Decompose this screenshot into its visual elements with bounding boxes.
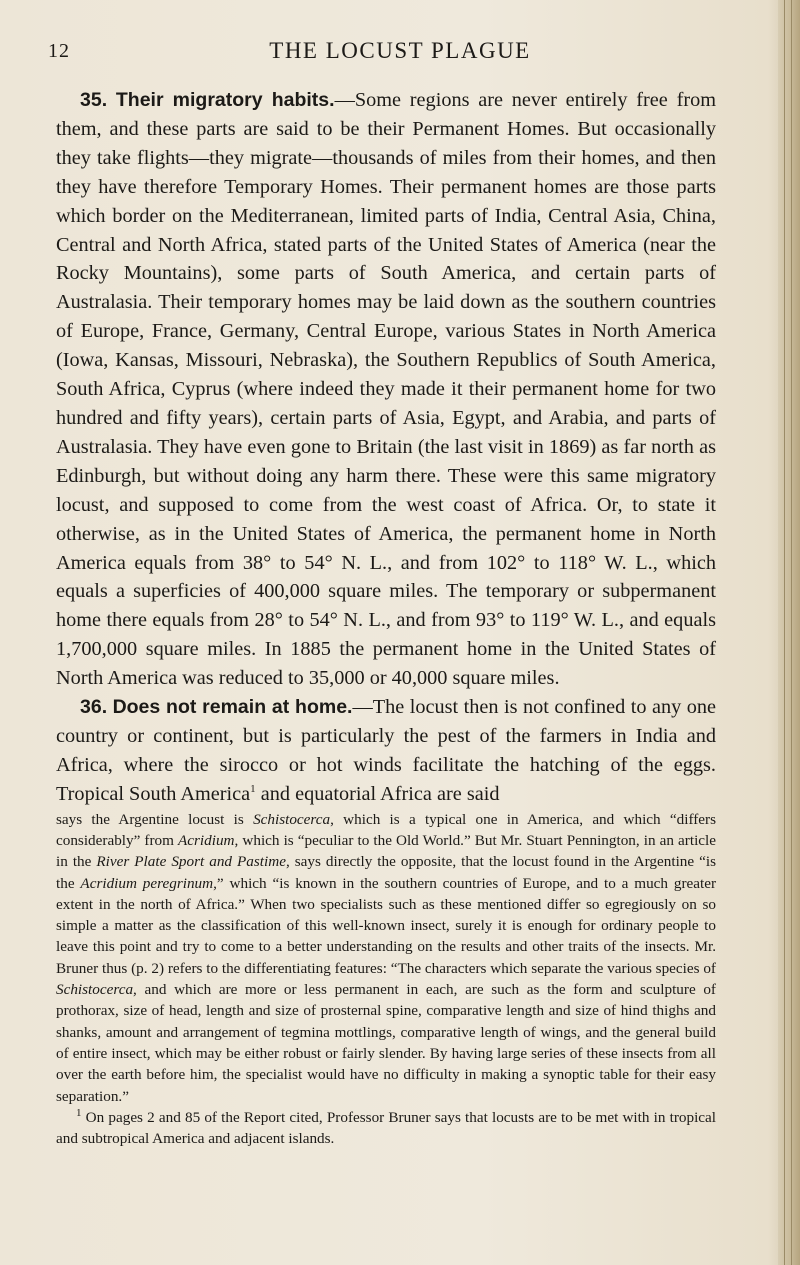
species-name: Schistocerca bbox=[253, 810, 331, 828]
text-run: , says directly the opposite, that the locust found in the Argentine “is the bbox=[56, 853, 717, 892]
text-run: ,” which “is known in the southern countries of Europe, and to a much greater extent in the north of Africa.” When two specialists such as these mentioned differ so egregiously on so simple a matter as the classification of this well-known insect, surely it is enough for ordinary people to leave this point and try to come to a better understanding on the results and other traits of the insects. Mr. Bruner thus (p. 2) refers to the differentiating features: “The characters which separate the various species of bbox=[56, 874, 717, 977]
text-run: , which is a typical one in America, and which “differs considerably” from bbox=[56, 810, 716, 849]
section-number: 35. bbox=[80, 89, 108, 111]
species-name: Acridium peregrinum bbox=[80, 874, 214, 892]
page-edge bbox=[778, 0, 800, 1265]
footnote-number: 1 bbox=[76, 1106, 82, 1119]
text-run: says the Argentine locust is bbox=[56, 810, 254, 828]
section-heading: Does not remain at home. bbox=[112, 696, 353, 719]
footnote-text: On pages 2 and 85 of the Report cited, Professor Bruner says that locusts are to be met with in tropical and subtropical America and adjacent islands. bbox=[56, 1108, 716, 1148]
section-text: —The locust then is not confined to any one country or continent, but is particularly the pest of the farmers in India and Africa, where the sirocco or hot winds facilitate the hatching of the eggs. Tropical South America bbox=[56, 696, 716, 805]
continued-quotation bbox=[56, 809, 716, 1107]
running-title: THE LOCUST PLAGUE bbox=[269, 38, 531, 63]
section-heading: Their migratory habits. bbox=[115, 89, 335, 111]
species-name: Acridium bbox=[178, 831, 235, 849]
page-body bbox=[56, 86, 716, 1149]
publication-title: River Plate Sport and Pastime bbox=[96, 853, 286, 871]
section-text-continued: and equatorial Africa are said bbox=[255, 782, 500, 805]
text-run: , which is “peculiar to the Old World.” But Mr. Stuart Pennington, in an article in the bbox=[56, 831, 716, 871]
footnote bbox=[56, 1107, 716, 1150]
section-number: 36. bbox=[80, 696, 108, 719]
page-header bbox=[0, 32, 800, 66]
section-35-paragraph bbox=[56, 86, 716, 693]
page-number: 12 bbox=[48, 40, 70, 62]
small-print-text bbox=[56, 809, 716, 1150]
footnote-marker: 1 bbox=[250, 782, 256, 795]
main-text bbox=[56, 86, 716, 809]
section-text: —Some regions are never entirely free from them, and these parts are said to be their Permanent Homes. But occasionally they take flights—they migrate—thousands of miles from their homes, and then they have therefore Temporary Homes. Their permanent homes are those parts which border on the Mediterranean, limited parts of India, Central Asia, China, Central and North Africa, stated parts of the United States of America (near the Rocky Mountains), some parts of South America, and certain parts of Australasia. Their temporary homes may be laid down as the southern countries of Europe, France, Germany, Central Europe, various States in North America (Iowa, Kansas, Missouri, Nebraska), the Southern Republics of South America, South Africa, Cyprus (where indeed they made it their permanent home for two hundred and fifty years), certain parts of Asia, Egypt, and Arabia, and parts of Australasia. They have even gone to Britain (the last visit in 1869) as far north as Edinburgh, but without doing any harm there. These were this same migratory locust, and supposed to come from the west coast of Africa. Or, to state it otherwise, as in the United States of America, the permanent home in North America equals from 38° to 54° N. L., and from 102° to 118° W. L., which equals a superficies of 400,000 square miles. The temporary or subpermanent home there equals from 28° to 54° N. L., and from 93° to 119° W. L., and equals 1,700,000 square miles. In 1885 the permanent home in the United States of North America was reduced to 35,000 or 40,000 square miles. bbox=[56, 89, 716, 690]
section-36-paragraph bbox=[56, 693, 716, 809]
species-name: Schistocerca bbox=[56, 981, 134, 999]
edge-line bbox=[784, 0, 785, 1265]
text-run: , and which are more or less permanent in each, are such as the form and sculpture of prothorax, size of head, length and size of prosternal spine, comparative length and size of hind thighs and shanks, amount and arrangement of tegmina mottlings, comparative length of wings, and the general build of entire insect, which may be either robust or fairly slender. By having large series of these insects from all over the earth before him, the specialist would have no difficulty in making a synoptic table for their easy separation.” bbox=[56, 981, 716, 1105]
edge-line bbox=[791, 0, 792, 1265]
